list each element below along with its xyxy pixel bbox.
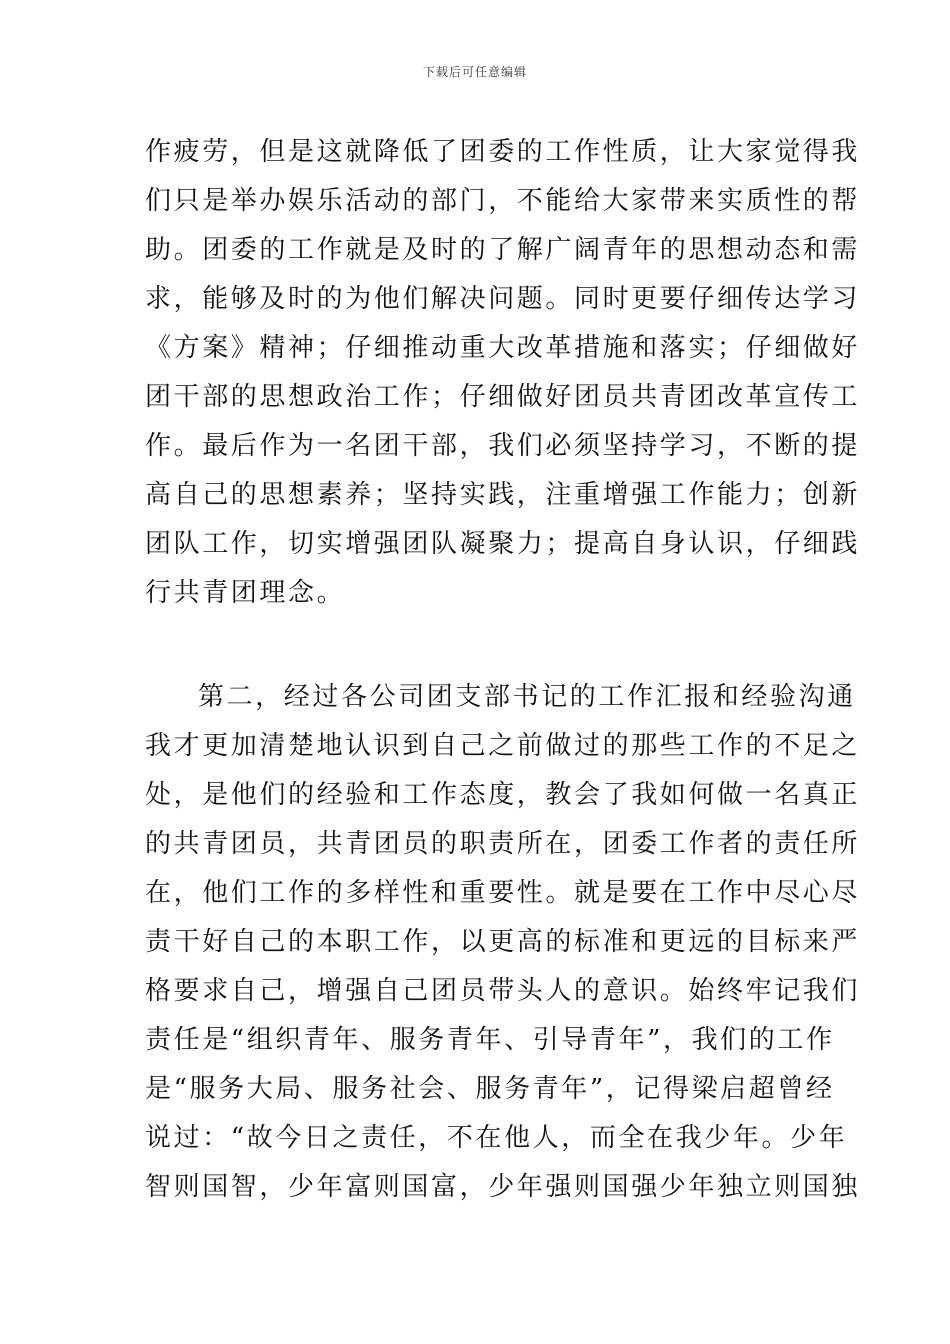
text-line: 的共青团员，共青团员的职责所在，团委工作者的责任所 [145,829,861,859]
page-header-note: 下载后可任意编辑 [422,65,527,79]
text-line: 《方案》精神；仔细推动重大改革措施和落实；仔细做好 [145,333,861,363]
text-line: 作。最后作为一名团干部，我们必须坚持学习，不断的提 [145,431,861,461]
text-line: 团队工作，切实增强团队凝聚力；提高自身认识，仔细践 [145,529,861,559]
text-line: 助。团委的工作就是及时的了解广阔青年的思想动态和需 [145,235,861,265]
text-line: 智则国智，少年富则国富，少年强则国强少年独立则国独 [145,1172,861,1202]
text-line: 是“服务大局、服务社会、服务青年”，记得梁启超曾经 [145,1074,835,1104]
text-line: 行共青团理念。 [145,578,346,608]
text-line: 团干部的思想政治工作；仔细做好团员共青团改革宣传工 [145,382,861,412]
text-line-indented: 第二，经过各公司团支部书记的工作汇报和经验沟通 [198,682,856,712]
text-line: 高自己的思想素养；坚持实践，注重增强工作能力；创新 [145,480,861,510]
text-line: 责任是“组织青年、服务青年、引导青年”，我们的工作 [145,1025,835,1055]
text-line: 作疲劳，但是这就降低了团委的工作性质，让大家觉得我 [145,137,861,167]
text-line: 处，是他们的经验和工作态度，教会了我如何做一名真正 [145,780,861,810]
text-line: 说过：“故今日之责任，不在他人，而全在我少年。少年 [145,1123,848,1153]
text-line: 们只是举办娱乐活动的部门，不能给大家带来实质性的帮 [145,186,861,216]
text-line: 责干好自己的本职工作，以更高的标准和更远的目标来严 [145,927,861,957]
text-line: 格要求自己，增强自己团员带头人的意识。始终牢记我们 [145,976,861,1006]
text-line: 我才更加清楚地认识到自己之前做过的那些工作的不足之 [145,731,861,761]
text-line: 求，能够及时的为他们解决问题。同时更要仔细传达学习 [145,284,861,314]
text-line: 在，他们工作的多样性和重要性。就是要在工作中尽心尽 [145,878,861,908]
